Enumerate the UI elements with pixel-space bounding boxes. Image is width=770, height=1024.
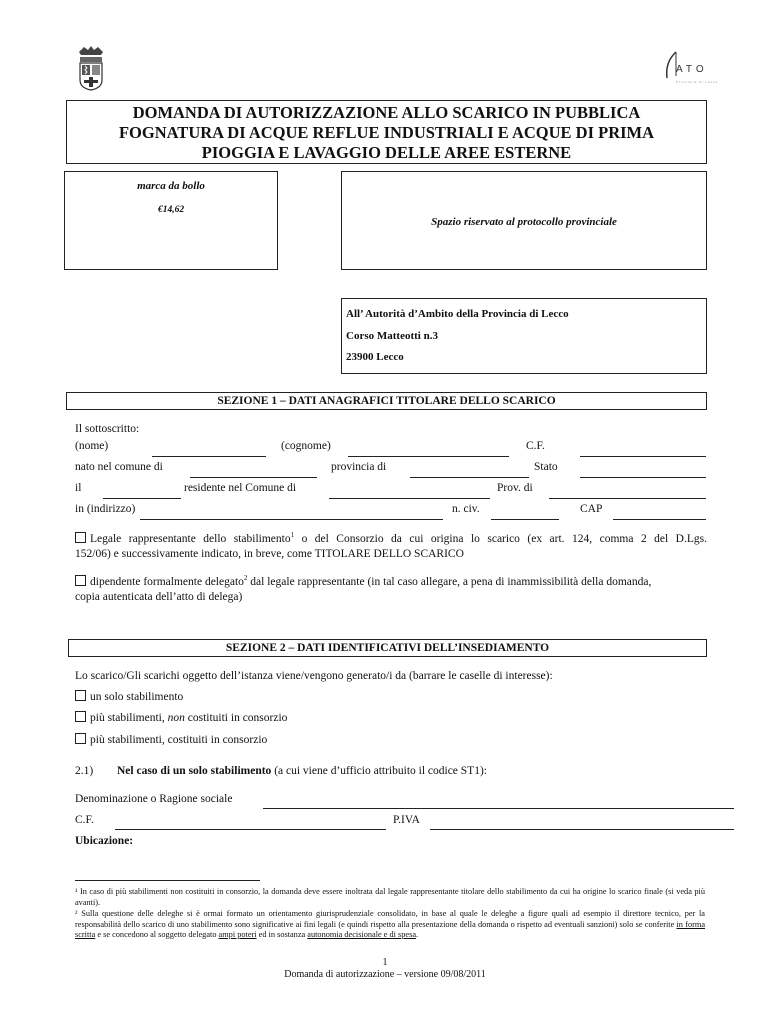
ato-logo — [662, 50, 722, 92]
ato-logo-text: ATO — [676, 64, 708, 75]
footnote-2-text-c: ed in sostanza — [256, 930, 308, 939]
option1-text-b: o del Consorzio da cui origina lo scarico (ex art. 124, comma 2 del D.Lgs. — [294, 532, 707, 545]
choice2-label-a: più stabilimenti, — [90, 712, 168, 724]
title-line-1: DOMANDA DI AUTORIZZAZIONE ALLO SCARICO IN PUBBLICA — [132, 103, 641, 122]
label-cap: CAP — [580, 503, 603, 515]
footnote-2-underline-3: autonomia decisionale e di spesa — [307, 930, 417, 939]
label-piva: P.IVA — [393, 814, 420, 826]
subsection-title-bold: Nel caso di un solo stabilimento — [117, 765, 272, 777]
footer-version: Domanda di autorizzazione – versione 09/08/2011 — [284, 969, 486, 980]
field-data-nascita[interactable] — [103, 498, 181, 499]
field-n-civ[interactable] — [491, 519, 559, 520]
label-cf-stabilimento: C.F. — [75, 814, 94, 826]
option2-line-2: copia autenticata dell’atto di delega) — [75, 590, 243, 603]
checkbox-un-solo-stabilimento[interactable] — [75, 690, 86, 701]
field-indirizzo[interactable] — [140, 519, 443, 520]
label-nato-comune: nato nel comune di — [75, 461, 163, 473]
label-residente: residente nel Comune di — [184, 482, 297, 494]
footnote-separator — [75, 880, 260, 881]
checkbox-legale-rappresentante[interactable] — [75, 532, 86, 543]
section2-intro: Lo scarico/Gli scarichi oggetto dell’istanza viene/vengono generato/i da (barrare le caselle di interesse): — [75, 670, 553, 682]
ato-logo-subtext: Provincia di Lecco — [676, 80, 719, 84]
section2-heading: SEZIONE 2 – DATI IDENTIFICATIVI DELL’INSEDIAMENTO — [68, 639, 707, 657]
field-nome[interactable] — [152, 456, 266, 457]
choice2-label-em: non — [167, 712, 185, 724]
label-prov-di: Prov. di — [497, 482, 533, 494]
footnote-ref-2: 2 — [243, 574, 248, 582]
choice-piu-stabilimenti-consorzio — [75, 733, 267, 746]
protocol-label: Spazio riservato al protocollo provinciale — [431, 216, 617, 228]
choice-un-solo-stabilimento — [75, 690, 183, 703]
option-dipendente-delegato — [75, 571, 715, 605]
label-ubicazione: Ubicazione: — [75, 835, 134, 847]
label-provincia: provincia di — [331, 461, 387, 473]
option1-line-2: 152/06) e successivamente indicato, in breve, come TITOLARE DELLO SCARICO — [75, 547, 464, 560]
subsection-number: 2.1) — [75, 765, 94, 777]
label-cognome: (cognome) — [281, 440, 331, 452]
label-nome: (nome) — [75, 440, 109, 452]
footnote-2-text-b: e se concedono al soggetto delegato — [95, 930, 219, 939]
option1-text-a: Legale rappresentante dello stabilimento — [90, 532, 291, 545]
recipient-line-1: All’ Autorità d’Ambito della Provincia di Lecco — [346, 308, 569, 320]
title-box — [66, 100, 707, 164]
footnote-2-text-a: ² Sulla questione delle deleghe si è ormai formato un orientamento giurisprudenziale consolidato, in base al quale le deleghe a figure quali ad esempio il direttore tecnico, per la responsabilità dello scarico di uno stabilimento sono significative ai fini legali (e quindi rispetto alla presentazione della domanda o rispetto ad eventuali sanzioni) solo se conferite — [75, 909, 705, 929]
field-cap[interactable] — [613, 519, 706, 520]
label-denominazione: Denominazione o Ragione sociale — [75, 793, 233, 805]
subsection-title — [117, 765, 487, 777]
title-line-2: FOGNATURA DI ACQUE REFLUE INDUSTRIALI E ACQUE DI PRIMA — [118, 123, 655, 142]
field-prov-di[interactable] — [549, 498, 706, 499]
field-residente[interactable] — [329, 498, 490, 499]
label-il: il — [75, 482, 82, 494]
field-provincia[interactable] — [410, 477, 529, 478]
subsection-title-rest: (a cui viene d’ufficio attribuito il codice ST1): — [271, 765, 487, 777]
footnote-2-text-d: . — [416, 930, 419, 939]
crest-logo — [76, 44, 106, 92]
option2-text-a: dipendente formalmente delegato — [90, 575, 244, 588]
section1-intro: Il sottoscritto: — [75, 423, 140, 435]
checkbox-piu-stabilimenti-non-consorzio[interactable] — [75, 711, 86, 722]
label-stato: Stato — [534, 461, 558, 473]
recipient-line-2: Corso Matteotti n.3 — [346, 329, 438, 342]
label-indirizzo: in (indirizzo) — [75, 503, 136, 515]
field-cognome[interactable] — [348, 456, 509, 457]
section1-heading: SEZIONE 1 – DATI ANAGRAFICI TITOLARE DELLO SCARICO — [66, 392, 707, 410]
choice1-label: un solo stabilimento — [90, 691, 184, 703]
label-cf: C.F. — [526, 440, 545, 452]
footnote-2-underline-1: in forma scritta — [75, 919, 706, 939]
label-n-civ: n. civ. — [452, 503, 480, 515]
field-cf-stabilimento[interactable] — [115, 829, 386, 830]
field-stato[interactable] — [580, 477, 706, 478]
title-line-3: PIOGGIA E LAVAGGIO DELLE AREE ESTERNE — [201, 143, 572, 162]
stamp-box — [64, 171, 278, 270]
checkbox-piu-stabilimenti-consorzio[interactable] — [75, 733, 86, 744]
choice2-label-b: costituiti in consorzio — [184, 712, 288, 724]
stamp-label: marca da bollo — [137, 180, 205, 192]
field-cf[interactable] — [580, 456, 706, 457]
option-legale-rappresentante — [75, 528, 707, 562]
protocol-box — [341, 171, 707, 270]
field-denominazione[interactable] — [263, 808, 734, 809]
choice3-label: più stabilimenti, costituiti in consorzio — [90, 734, 268, 746]
footnote-ref-1: 1 — [290, 531, 295, 539]
field-nato-comune[interactable] — [190, 477, 317, 478]
field-piva[interactable] — [430, 829, 734, 830]
stamp-value: €14,62 — [157, 205, 185, 215]
footnote-1: ¹ In caso di più stabilimenti non costituiti in consorzio, la domanda deve essere inoltrata dal legale rappresentante titolare dello stabilimento da cui ha origine lo scarico finale (si veda più avanti). — [75, 887, 705, 907]
footnote-2-underline-2: ampi poteri — [218, 930, 257, 939]
footnote-2 — [75, 909, 705, 941]
recipient-line-3: 23900 Lecco — [346, 351, 404, 363]
page-number: 1 — [382, 957, 388, 968]
option2-text-b: dal legale rappresentante (in tal caso allegare, a pena di inammissibilità della domanda, — [247, 575, 652, 588]
choice-piu-stabilimenti-non-consorzio — [75, 711, 287, 724]
checkbox-dipendente-delegato[interactable] — [75, 575, 86, 586]
recipient-box — [341, 298, 707, 374]
